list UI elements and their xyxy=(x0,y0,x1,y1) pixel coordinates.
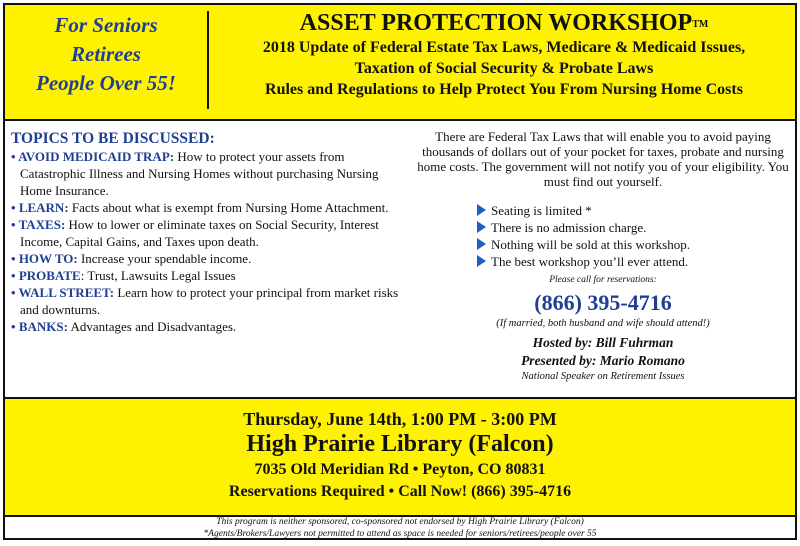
point-item xyxy=(477,219,791,236)
topic-key: HOW TO: xyxy=(18,251,78,266)
topic-item xyxy=(11,216,403,250)
topics-section xyxy=(11,129,403,335)
bullet-icon: • xyxy=(11,285,19,300)
bullet-icon: • xyxy=(11,200,19,215)
bullet-icon: • xyxy=(11,319,19,334)
headline-block xyxy=(217,9,791,100)
topic-text: Advantages and Disadvantages. xyxy=(67,319,237,334)
bullet-icon: • xyxy=(11,251,19,266)
info-section xyxy=(415,129,791,383)
topic-text: Facts about what is exempt from Nursing Home Attachment. xyxy=(68,200,389,215)
triangle-bullet-icon xyxy=(477,204,486,216)
subtitle-line: Rules and Regulations to Help Protect You From Nursing Home Costs xyxy=(265,81,743,98)
topic-text: How to protect your assets from Catastrophic Illness and Nursing Homes without purchasing Nursing Home Insurance. xyxy=(20,149,379,198)
topic-text: : Trust, Lawsuits Legal Issues xyxy=(80,268,236,283)
header-divider xyxy=(207,11,209,109)
triangle-bullet-icon xyxy=(477,238,486,250)
point-text: Nothing will be sold at this workshop. xyxy=(491,237,690,252)
triangle-bullet-icon xyxy=(477,255,486,267)
phone-number[interactable]: (866) 395-4716 xyxy=(534,290,672,315)
event-venue: High Prairie Library (Falcon) xyxy=(246,431,554,457)
point-item xyxy=(477,236,791,253)
disclaimer-line: *Agents/Brokers/Lawyers not permitted to attend as space is needed for seniors/retirees/people over 55 xyxy=(203,529,597,539)
topic-item xyxy=(11,148,403,199)
topic-key: LEARN: xyxy=(18,200,69,215)
bullet-icon: • xyxy=(11,268,19,283)
workshop-title xyxy=(217,9,791,37)
topic-text: How to lower or eliminate taxes on Social Security, Interest Income, Capital Gains, and Taxes upon death. xyxy=(20,217,379,249)
point-item xyxy=(477,253,791,270)
call-note: Please call for reservations: xyxy=(549,275,657,285)
topic-text: Learn how to protect your principal from market risks and downturns. xyxy=(20,285,399,317)
topic-item xyxy=(11,199,403,216)
topics-heading: TOPICS TO BE DISCUSSED: xyxy=(11,130,215,147)
bullet-icon: • xyxy=(11,149,19,164)
trademark-mark: TM xyxy=(692,19,709,30)
bullet-icon: • xyxy=(11,217,19,232)
speaker-title: National Speaker on Retirement Issues xyxy=(521,371,685,382)
subtitle-line: 2018 Update of Federal Estate Tax Laws, Medicare & Medicaid Issues, xyxy=(262,39,746,56)
point-text: The best workshop you’ll ever attend. xyxy=(491,254,689,269)
topic-item xyxy=(11,318,403,335)
topic-item xyxy=(11,250,403,267)
disclaimer-line: This program is neither sponsored, co-sponsored not endorsed by High Prairie Library (Falcon) xyxy=(216,517,584,527)
footer-disclaimer xyxy=(5,516,795,540)
hosted-by: Hosted by: Bill Fuhrman xyxy=(532,335,674,350)
header-banner xyxy=(5,5,795,121)
event-datetime: Thursday, June 14th, 1:00 PM - 3:00 PM xyxy=(243,409,557,429)
event-address: 7035 Old Meridian Rd • Peyton, CO 80831 xyxy=(254,461,546,478)
topic-item xyxy=(11,267,403,284)
audience-line: Retirees xyxy=(71,42,141,66)
presented-by: Presented by: Mario Romano xyxy=(521,353,685,368)
audience-line: For Seniors xyxy=(54,13,158,37)
workshop-flyer xyxy=(3,3,797,540)
triangle-bullet-icon xyxy=(477,221,486,233)
topic-key: PROBATE xyxy=(18,268,81,283)
intro-paragraph: There are Federal Tax Laws that will enable you to avoid paying thousands of dollars out of your pocket for taxes, probate and nursing home costs. The government will not notify you of your eligibility. You must find out yourself. xyxy=(417,129,789,189)
topic-key: WALL STREET: xyxy=(18,285,115,300)
married-note: (If married, both husband and wife should attend!) xyxy=(496,318,710,329)
point-text: Seating is limited * xyxy=(491,203,592,218)
topic-text: Increase your spendable income. xyxy=(77,251,252,266)
topic-item xyxy=(11,284,403,318)
workshop-title-text: ASSET PROTECTION WORKSHOP xyxy=(299,10,693,36)
audience-line: People Over 55! xyxy=(36,71,176,95)
reservation-line: Reservations Required • Call Now! (866) 395-4716 xyxy=(228,483,572,500)
topic-key: BANKS: xyxy=(18,319,68,334)
event-banner xyxy=(5,397,795,517)
topic-key: AVOID MEDICAID TRAP: xyxy=(18,149,175,164)
points-list xyxy=(477,202,791,270)
subtitle-line: Taxation of Social Security & Probate Laws xyxy=(354,60,654,77)
audience-block xyxy=(11,11,201,98)
point-text: There is no admission charge. xyxy=(491,220,647,235)
topic-key: TAXES: xyxy=(18,217,66,232)
point-item xyxy=(477,202,791,219)
